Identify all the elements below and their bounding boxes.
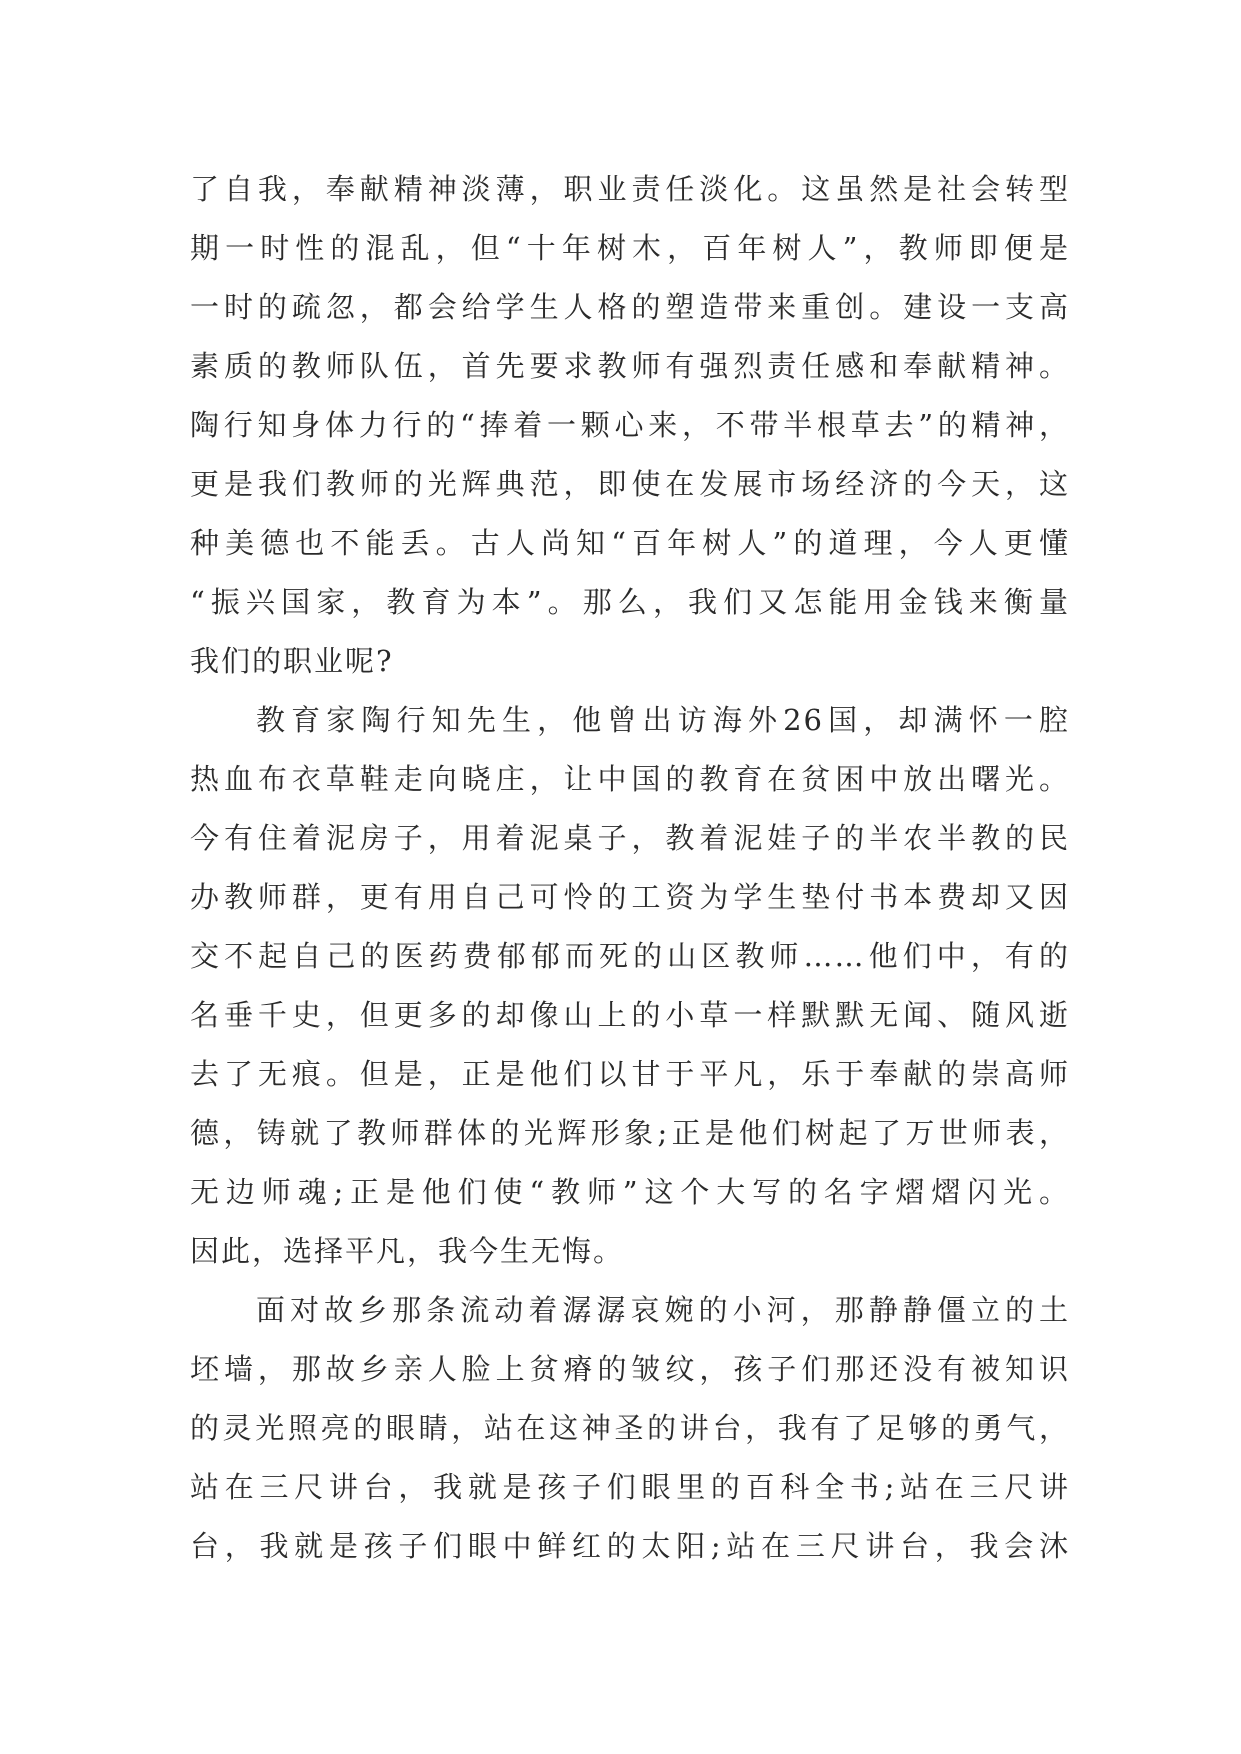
text-line: 德，铸就了教师群体的光辉形象;正是他们树起了万世师表，: [190, 1116, 1070, 1150]
text-line: 一时的疏忽，都会给学生人格的塑造带来重创。建设一支高: [190, 290, 1070, 324]
text-line: 名垂千史，但更多的却像山上的小草一样默默无闻、随风逝: [190, 998, 1070, 1032]
text-line: 陶行知身体力行的“捧着一颗心来，不带半根草去”的精神，: [190, 408, 1070, 442]
text-line: 更是我们教师的光辉典范，即使在发展市场经济的今天，这: [190, 467, 1070, 501]
text-line: 去了无痕。但是，正是他们以甘于平凡，乐于奉献的崇高师: [190, 1057, 1070, 1091]
text-line: 素质的教师队伍，首先要求教师有强烈责任感和奉献精神。: [190, 349, 1070, 383]
text-line: 教育家陶行知先生，他曾出访海外26国，却满怀一腔: [256, 703, 1070, 737]
text-line: 种美德也不能丢。古人尚知“百年树人”的道理，今人更懂: [190, 526, 1070, 560]
text-line: 的灵光照亮的眼睛，站在这神圣的讲台，我有了足够的勇气，: [190, 1411, 1070, 1445]
text-line: 期一时性的混乱，但“十年树木，百年树人”，教师即便是: [190, 231, 1070, 265]
text-line: “振兴国家，教育为本”。那么，我们又怎能用金钱来衡量: [190, 585, 1070, 619]
text-line: 今有住着泥房子，用着泥桌子，教着泥娃子的半农半教的民: [190, 821, 1070, 855]
text-line: 面对故乡那条流动着潺潺哀婉的小河，那静静僵立的土: [256, 1293, 1070, 1327]
text-line: 办教师群，更有用自己可怜的工资为学生垫付书本费却又因: [190, 880, 1070, 914]
body-text: [190, 160, 1070, 1576]
text-line: 交不起自己的医药费郁郁而死的山区教师……他们中，有的: [190, 939, 1070, 973]
text-line: 了自我，奉献精神淡薄，职业责任淡化。这虽然是社会转型: [190, 172, 1070, 206]
text-line: 我们的职业呢?: [190, 644, 394, 678]
text-line: 热血布衣草鞋走向晓庄，让中国的教育在贫困中放出曙光。: [190, 762, 1070, 796]
text-line: 站在三尺讲台，我就是孩子们眼里的百科全书;站在三尺讲: [190, 1470, 1070, 1504]
text-line: 因此，选择平凡，我今生无悔。: [190, 1234, 625, 1268]
text-line: 台，我就是孩子们眼中鲜红的太阳;站在三尺讲台，我会沐: [190, 1529, 1070, 1563]
text-line: 无边师魂;正是他们使“教师”这个大写的名字熠熠闪光。: [190, 1175, 1070, 1209]
text-line: 坯墙，那故乡亲人脸上贫瘠的皱纹，孩子们那还没有被知识: [190, 1352, 1070, 1386]
